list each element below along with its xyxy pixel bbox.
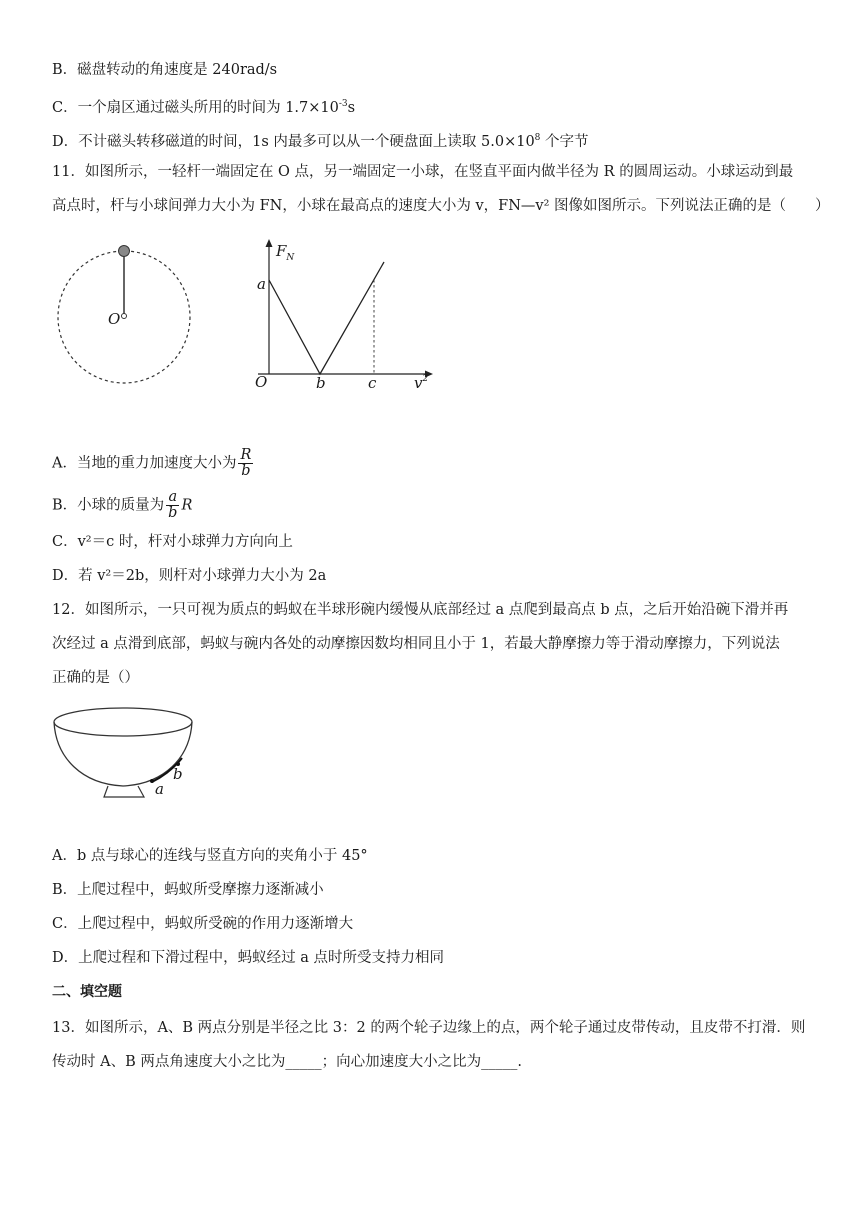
q10-option-c: C．一个扇区通过磁头所用的时间为 $1.7\times 10^{-3}s$	[52, 99, 356, 116]
y-axis-label: $F_N$	[276, 242, 295, 263]
q12-stem-line1: 12．如图所示，一只可视为质点的蚂蚁在半球形碗内缓慢从底部经过 a 点爬到最高点 b 点，之后开始沿碗下滑并再	[52, 602, 789, 618]
q12-option-b: B．上爬过程中，蚂蚁所受摩擦力逐渐减小	[52, 882, 324, 898]
q13-stem-line2: 传动时 A、B 两点角速度大小之比为_____；向心加速度大小之比为_____.	[52, 1054, 522, 1070]
origin-label: O	[255, 373, 268, 391]
pivot-point	[122, 314, 127, 319]
y-axis-arrow	[266, 239, 273, 247]
q11-option-b: B．小球的质量为 $\frac{a}{b}$ R	[52, 489, 193, 521]
point-a	[150, 779, 154, 783]
x-axis-label: $v^2$	[414, 374, 429, 392]
q11-stem-line1: 11．如图所示，一轻杆一端固定在 O 点，另一端固定一小球，在竖直平面内做半径为 R 的圆周运动。小球运动到最	[52, 164, 794, 180]
q12-bowl-figure	[52, 700, 202, 804]
q11-circle-figure	[50, 240, 200, 400]
pivot-label: O	[108, 310, 121, 328]
q12-option-a: A．b 点与球心的连线与竖直方向的夹角小于 45°	[52, 848, 368, 864]
label-b: b	[173, 765, 183, 783]
label-c: c	[368, 374, 377, 392]
fraction-a-over-b: $\frac{a}{b}$	[168, 489, 178, 521]
q10-option-b: B．磁盘转动的角速度是 240rad/s	[52, 62, 278, 78]
q11-option-a: A．当地的重力加速度大小为 $\frac{R}{b}$	[52, 447, 252, 479]
fn-curve	[269, 262, 384, 374]
section-heading: 二、填空题	[52, 984, 122, 1000]
fraction-r-over-b: $\frac{R}{b}$	[240, 447, 252, 479]
ball	[119, 246, 130, 257]
q12-option-d: D．上爬过程和下滑过程中，蚂蚁经过 a 点时所受支持力相同	[52, 950, 444, 966]
q11-option-c: C．v²＝c 时，杆对小球弹力方向向上	[52, 534, 293, 550]
bowl-rim	[54, 708, 192, 736]
bowl-base	[104, 786, 144, 797]
label-a: a	[155, 780, 164, 798]
label-a: a	[257, 275, 266, 293]
label-b: b	[316, 374, 326, 392]
q12-stem-line3: 正确的是（）	[52, 670, 139, 686]
q11-stem-line2: 高点时，杆与小球间弹力大小为 FN，小球在最高点的速度大小为 v，FN—v² 图像如图所示。下列说法正确的是（ ）	[52, 198, 830, 214]
q12-stem-line2: 次经过 a 点滑到底部，蚂蚁与碗内各处的动摩擦因数均相同且小于 1，若最大静摩擦力等于滑动摩擦力，下列说法	[52, 636, 780, 652]
q13-stem-line1: 13．如图所示，A、B 两点分别是半径之比 3：2 的两个轮子边缘上的点，两个轮子通过皮带传动，且皮带不打滑．则	[52, 1020, 806, 1036]
q10-option-d: D．不计磁头转移磁道的时间，1s 内最多可以从一个硬盘面上读取 $5.0\times 10^8$ 个字节	[52, 133, 589, 150]
q12-option-c: C．上爬过程中，蚂蚁所受碗的作用力逐渐增大	[52, 916, 354, 932]
q11-option-d: D．若 v²＝2b，则杆对小球弹力大小为 2a	[52, 568, 327, 584]
q11-graph	[250, 234, 440, 394]
